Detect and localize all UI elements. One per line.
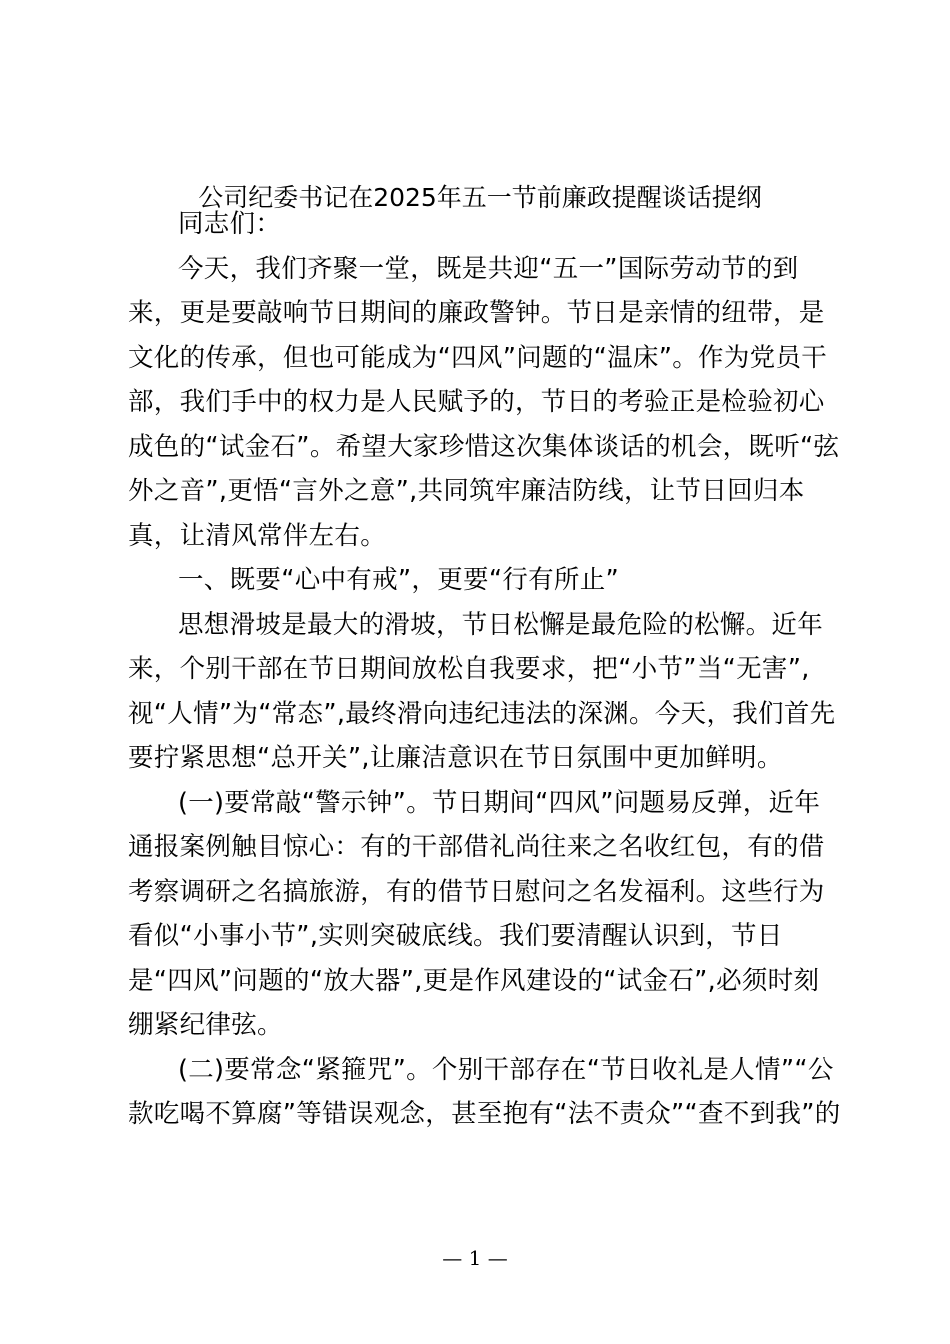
page-number: — 1 —	[442, 1246, 508, 1270]
paragraph-line: 真，让清风常伴左右。	[128, 520, 387, 551]
subsection-line: (二)要常念“紧箍咒”。个别干部存在“节日收礼是人情”“公	[178, 1054, 834, 1085]
paragraph-line: 部，我们手中的权力是人民赋予的，节日的考验正是检验初心	[128, 387, 825, 417]
paragraph-line: 看似“小事小节”,实则突破底线。我们要清醒认识到，节日	[128, 921, 783, 951]
paragraph-line: 是“四风”问题的“放大器”,更是作风建设的“试金石”,必须时刻	[128, 965, 820, 996]
paragraph-line: 今天，我们齐聚一堂，既是共迎“五一”国际劳动节的到	[178, 253, 799, 284]
paragraph-line: 外之音”,更悟“言外之意”,共同筑牢廉洁防线，让节日回归本	[128, 476, 805, 506]
paragraph-line: 来，个别干部在节日期间放松自我要求，把“小节”当“无害”,	[128, 654, 810, 684]
section-heading: 一、既要“心中有戒”，更要“行有所止”	[178, 565, 620, 595]
paragraph-line: 来，更是要敲响节日期间的廉政警钟。节日是亲情的纽带，是	[128, 298, 825, 328]
document-body	[128, 202, 841, 1137]
paragraph-line: 通报案例触目惊心：有的干部借礼尚往来之名收红包，有的借	[128, 832, 825, 862]
paragraph-line: 要拧紧思想“总开关”,让廉洁意识在节日氛围中更加鲜明。	[128, 743, 783, 773]
paragraph-line: 成色的“试金石”。希望大家珍惜这次集体谈话的机会，既听“弦	[128, 431, 840, 462]
document-title: 公司纪委书记在2025年五一节前廉政提醒谈话提纲	[198, 183, 762, 212]
paragraph-line: 思想滑坡是最大的滑坡，节日松懈是最危险的松懈。近年	[178, 609, 824, 640]
salutation: 同志们：	[178, 209, 282, 239]
paragraph-line: 视“人情”为“常态”,最终滑向违纪违法的深渊。今天，我们首先	[128, 698, 836, 729]
subsection-line: (一)要常敲“警示钟”。节日期间“四风”问题易反弹，近年	[178, 787, 821, 818]
paragraph-line: 文化的传承，但也可能成为“四风”问题的“温床”。作为党员干	[128, 342, 828, 373]
paragraph-line: 款吃喝不算腐”等错误观念，甚至抱有“法不责众”“查不到我”的	[128, 1099, 841, 1129]
paragraph-line: 绷紧纪律弦。	[128, 1010, 283, 1040]
paragraph-line: 考察调研之名搞旅游，有的借节日慰问之名发福利。这些行为	[128, 876, 825, 907]
